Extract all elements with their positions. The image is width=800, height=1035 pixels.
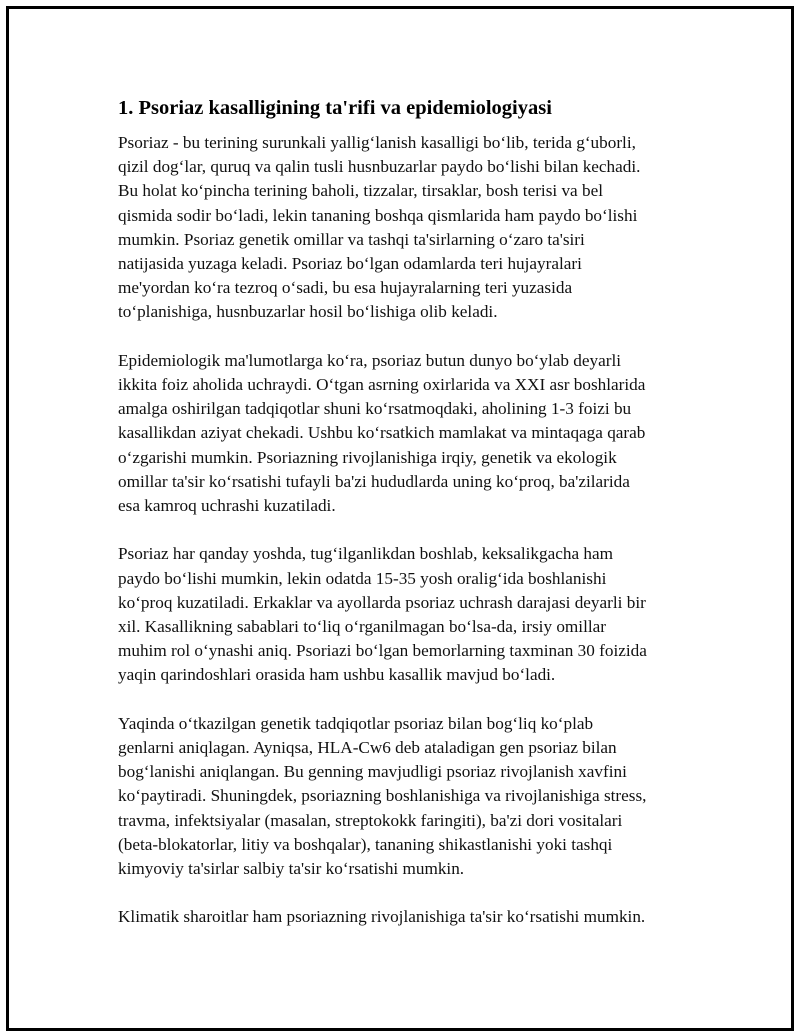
text-line: bog‘lanishi aniqlangan. Bu genning mavjudligi psoriaz rivojlanish xavfini <box>118 762 627 782</box>
text-line: yaqin qarindoshlari orasida ham ushbu kasallik mavjud bo‘ladi. <box>118 665 556 685</box>
text-line: ko‘paytiradi. Shuningdek, psoriazning boshlanishiga va rivojlanishiga stress, <box>118 786 647 806</box>
text-line: natijasida yuzaga keladi. Psoriaz bo‘lgan odamlarda teri hujayralari <box>118 254 582 274</box>
text-line: qismida sodir bo‘ladi, lekin tananing boshqa qismlarida ham paydo bo‘lishi <box>118 205 638 225</box>
text-line: ko‘proq kuzatiladi. Erkaklar va ayollarda psoriaz uchrash darajasi deyarli bir <box>118 592 646 612</box>
paragraph-genetics <box>118 712 693 881</box>
text-line: Psoriaz - bu terining surunkali yallig‘lanish kasalligi bo‘lib, terida g‘uborli, <box>118 133 636 152</box>
text-line: muhim rol o‘ynashi aniq. Psoriazi bo‘lgan bemorlarning taxminan 30 foizida <box>118 641 647 661</box>
paragraph-age-onset <box>118 542 693 687</box>
text-line: to‘planishiga, husnbuzarlar hosil bo‘lishiga olib keladi. <box>118 302 498 322</box>
text-line: kasallikdan aziyat chekadi. Ushbu ko‘rsatkich mamlakat va mintaqaga qarab <box>118 423 646 443</box>
text-line: ikkita foiz aholida uchraydi. O‘tgan asrning oxirlarida va XXI asr boshlarida <box>118 375 646 395</box>
paragraph-definition <box>118 131 693 325</box>
text-line: genlarni aniqlagan. Ayniqsa, HLA-Cw6 deb ataladigan gen psoriaz bilan <box>118 738 617 758</box>
paragraph-epidemiology <box>118 349 693 518</box>
text-line: o‘zgarishi mumkin. Psoriazning rivojlanishiga irqiy, genetik va ekologik <box>118 447 617 467</box>
section-heading: 1. Psoriaz kasalligining ta'rifi va epidemiologiyasi <box>118 97 552 119</box>
text-line: kimyoviy ta'sirlar salbiy ta'sir ko‘rsatishi mumkin. <box>118 859 465 879</box>
text-line: Klimatik sharoitlar ham psoriazning rivojlanishiga ta'sir ko‘rsatishi mumkin. <box>118 907 646 927</box>
text-line: amalga oshirilgan tadqiqotlar shuni ko‘rsatmoqdaki, aholining 1-3 foizi bu <box>118 399 632 419</box>
text-line: Psoriaz har qanday yoshda, tug‘ilganlikdan boshlab, keksalikgacha ham <box>118 544 613 564</box>
text-line: paydo bo‘lishi mumkin, lekin odatda 15-35 yosh oralig‘ida boshlanishi <box>118 568 607 588</box>
text-line: me'yordan ko‘ra tezroq o‘sadi, bu esa hujayralarning teri yuzasida <box>118 278 573 298</box>
text-line: Bu holat ko‘pincha terining baholi, tizzalar, tirsaklar, bosh terisi va bel <box>118 181 603 201</box>
text-line: (beta-blokatorlar, litiy va boshqalar), tananing shikastlanishi yoki tashqi <box>118 834 613 854</box>
text-line: qizil dog‘lar, quruq va qalin tusli husnbuzarlar paydo bo‘lishi bilan kechadi. <box>118 157 641 177</box>
text-line: Epidemiologik ma'lumotlarga ko‘ra, psoriaz butun dunyo bo‘ylab deyarli <box>118 350 622 370</box>
text-line: esa kamroq uchrashi kuzatiladi. <box>118 496 336 516</box>
text-line: travma, infektsiyalar (masalan, streptokokk faringiti), ba'zi dori vositalari <box>118 810 623 830</box>
text-line: omillar ta'sir ko‘rsatishi tufayli ba'zi hududlarda uning ko‘proq, ba'zilarida <box>118 471 630 491</box>
text-line: Yaqinda o‘tkazilgan genetik tadqiqotlar psoriaz bilan bog‘liq ko‘plab <box>118 713 594 733</box>
text-line: mumkin. Psoriaz genetik omillar va tashqi ta'sirlarning o‘zaro ta'siri <box>118 229 585 249</box>
document-body <box>118 94 693 954</box>
text-line: xil. Kasallikning sabablari to‘liq o‘rganilmagan bo‘lsa-da, irsiy omillar <box>118 617 606 637</box>
paragraph-climate <box>118 905 693 929</box>
